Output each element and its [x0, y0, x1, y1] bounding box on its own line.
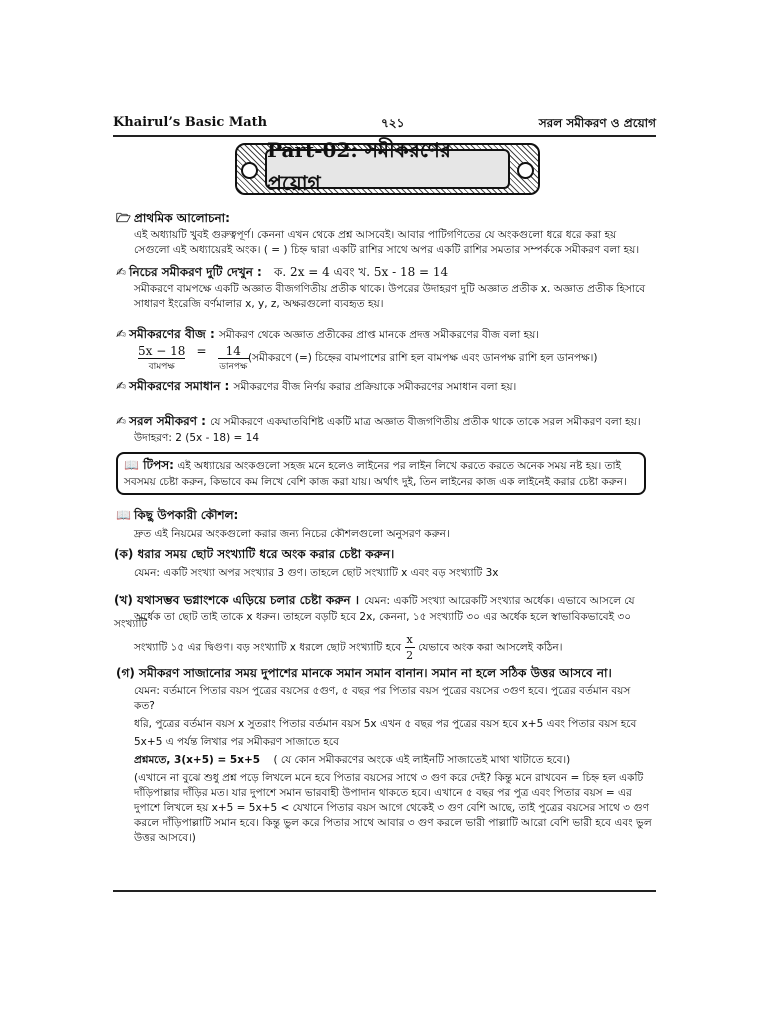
intro-line-2: সেগুলো এই অধ্যায়েরই অংক। ( = ) চিহ্ন দ্বারা একটি রাশির সাথে অপর একটি রাশির সমতার সম্পর্ককে সমীকরণ বলা হয়।: [134, 244, 640, 256]
ga-line-3: ধরি, পুত্রের বর্তমান বয়স x সুতরাং পিতার বর্তমান বয়স 5x এখন ৫ বছর পর পুত্রের বয়স হবে x+5 এবং পিতার বয়স হবে: [134, 718, 637, 730]
lhs-label: বামপক্ষ: [148, 362, 175, 372]
example-equations: ক. 2x = 4 এবং খ. 5x - 18 = 14: [274, 265, 449, 279]
pen-icon: ✍: [116, 327, 127, 341]
techniques-intro: দ্রুত এই নিয়মের অংকগুলো করার জন্য নিচের কৌশলগুলো অনুসরণ করুন।: [134, 528, 450, 540]
lhs-expression: 5x − 18: [138, 344, 186, 358]
technique-ka-heading: (ক) ধরার সময় ছোট সংখ্যাটি ধরে অংক করার চেষ্টা করুন।: [114, 547, 395, 561]
equations-line-2: সাধারণ ইংরেজি বর্ণমালার x, y, z, অক্ষরগুলো ব্যবহৃত হয়।: [134, 298, 384, 310]
book-title: Khairul’s Basic Math: [113, 115, 268, 130]
root-equation: [138, 344, 249, 374]
pen-icon: ✍: [116, 414, 127, 428]
ga-line-8: দুপাশে লিখলে হয় x+5 = 5x+5 < যেখানে পিতার বয়স আগে থেকেই ৩ গুণ বেশি আছে, তাই পুত্রের বয়সের সাথে ৩ গুণ: [134, 802, 649, 814]
ga-line-1: যেমন: বর্তমানে পিতার বয়স পুত্রের বয়সের ৫গুণ, ৫ বছর পর পিতার বয়স পুত্রের বয়সের ৩গুণ হবে। পুত্রের বর্তমান বয়স: [134, 685, 631, 697]
ga-line-10: উত্তর আসবে।): [134, 832, 196, 844]
folder-icon: 🗁: [116, 211, 131, 225]
technique-kha-line-2: অর্ধেক তা ছোট তাই তাকে x ধরুন। তাহলে বড়টি হবে 2x, কেননা, ১৫ সংখ্যাটি ৩০ এর অর্ধেক হলে স্বাভাবিকভাবেই ৩০: [134, 611, 632, 623]
banner-right-ring-icon: [517, 162, 534, 179]
page-header: [113, 113, 656, 137]
ga-line-7: দাঁড়িপাল্লার দাঁড়ির মত। যার দুপাশে সমান ভারবাহী উপাদান থাকতে হবে। এখানে ৫ বছর পর পুত্র এবং পিতার বয়স = এর: [134, 787, 632, 799]
book-icon: 📖: [124, 458, 144, 472]
intro-line-1: এই অধ্যায়টি খুবই গুরুত্বপূর্ণ। কেননা এখন থেকে প্রশ্ন আসবেই। আবার পাটিগণিতের যে অংকগুলো ধরে ধরে করা হয়: [134, 229, 617, 241]
intro-text: [134, 228, 664, 258]
technique-ka-example: যেমন: একটি সংখ্যা অপর সংখ্যার 3 গুণ। তাহলে ছোট সংখ্যাটি x এবং বড় সংখ্যাটি 3x: [134, 567, 499, 579]
technique-kha-heading: (খ) যথাসম্ভব ভগ্নাংশকে এড়িয়ে চলার চেষ্টা করুন ।: [114, 593, 360, 607]
section-intro-heading: 🗁 প্রাথমিক আলোচনা:: [116, 209, 230, 230]
pen-icon: ✍: [116, 265, 127, 279]
rhs-label: ডানপক্ষ: [219, 362, 248, 372]
linear-example: উদাহরণ: 2 (5x - 18) = 14: [134, 432, 260, 444]
technique-kha-line-1: যেমন: একটি সংখ্যা আরেকটি সংখ্যার অর্ধেক। এভাবে আসলে যে সংখ্যাটি: [114, 595, 635, 630]
section-linear-heading: ✍ সরল সমীকরণ : যে সমীকরণে একঘাতবিশিষ্ট একটি মাত্র অজ্ঞাত বীজগণিতীয় প্রতীক থাকে তাকে সরল সমীকরণ বলা হয়।: [116, 414, 641, 428]
equations-text: [134, 282, 664, 312]
tips-heading: টিপস:: [143, 458, 174, 472]
ga-line-2: কত?: [134, 700, 155, 712]
footer-divider: [113, 890, 656, 892]
equations-line-1: সমীকরণে বামপক্ষে একটি অজ্ঞাত বীজগণিতীয় প্রতীক থাকে। উপরের উদাহরণ দুটি অজ্ঞাত প্রতীক x. অজ্ঞাত প্রতীক হিসাবে: [134, 283, 646, 295]
banner-left-ring-icon: [241, 162, 258, 179]
technique-ga-body: [134, 684, 664, 846]
linear-definition: যে সমীকরণে একঘাতবিশিষ্ট একটি মাত্র অজ্ঞাত বীজগণিতীয় প্রতীক থাকে তাকে সরল সমীকরণ বলা হয়।: [210, 416, 641, 428]
equals-sign: =: [196, 344, 207, 358]
section-equations-heading: ✍ নিচের সমীকরণ দুটি দেখুন : ক. 2x = 4 এবং খ. 5x - 18 = 14: [116, 265, 449, 279]
ga-line-9: করলে দাঁড়িপাল্লাটি সমান হবে। কিন্তু ভুল করে পিতার সাথে আবার ৩ গুণ করলে ভারী পাল্লাটি আরো বেশি ভারী হবে এবং ভুল: [134, 817, 652, 829]
technique-ga-heading: (গ) সমীকরণ সাজানোর সময় দুপাশের মানকে সমান সমান বানান। সমান না হলে সঠিক উত্তর আসবে না।: [116, 666, 612, 680]
rhs-expression: 14: [218, 344, 249, 359]
tips-box: [116, 452, 646, 495]
ga-line-4: 5x+5 এ পর্যন্ত লিখার পর সমীকরণ সাজাতে হবে: [134, 736, 339, 748]
root-definition: সমীকরণ থেকে অজ্ঞাত প্রতীকের প্রাপ্ত মানকে প্রদত্ত সমীকরণের বীজ বলা হয়।: [218, 329, 540, 341]
fraction-x-over-2: $\frac{x}{2}$: [406, 633, 414, 662]
part-banner: [235, 138, 540, 195]
root-note: (সমীকরণে (=) চিহ্নের বামপাশের রাশি হল বামপক্ষ এবং ডানপক্ষ রাশি হল ডানপক্ষ।): [248, 352, 598, 364]
ga-line-5: প্রশ্নমতে, 3(x+5) = 5x+5 ( যে কোন সমীকরণের অংকে এই লাইনটি সাজাতেই মাথা খাটাতে হবে।): [134, 754, 571, 766]
pen-icon: ✍: [116, 379, 127, 393]
section-solution-heading: ✍ সমীকরণের সমাধান : সমীকরণের বীজ নির্ণয় করার প্রক্রিয়াকে সমীকরণের সমাধান বলা হয়।: [116, 379, 517, 393]
chapter-title: সরল সমীকরণ ও প্রয়োগ: [538, 116, 656, 130]
technique-kha-line-3: সংখ্যাটি ১৫ এর দ্বিগুণ। বড় সংখ্যাটি x ধরলে ছোট সংখ্যাটি হবে $\frac{x}{2}$ যেভাবে অংক করা আসলেই কঠিন।: [134, 633, 563, 662]
tips-line-2: সবসময় চেষ্টা করুন, কিভাবে কম লিখে বেশি কাজ করা যায়। অর্থাৎ দুই, তিন লাইনের কাজ এক লাইনেই করার চেষ্টা করুন।: [124, 476, 627, 488]
banner-title: Part-02: সমীকরণের প্রয়োগ: [265, 149, 510, 189]
section-techniques-heading: 📖 কিছু উপকারী কৌশল:: [116, 508, 239, 522]
ga-line-6: (এখানে না বুঝে শুধু প্রশ্ন পড়ে লিখলে মনে হবে পিতার বয়সের সাথে ৩ গুণ করে দেই? কিন্তু মনে রাখবেন = চিহ্ন হল একটি: [134, 772, 644, 784]
page-number: ৭২১: [381, 116, 405, 130]
book-icon: 📖: [116, 508, 131, 522]
tips-line-1: এই অধ্যায়ের অংকগুলো সহজ মনে হলেও লাইনের পর লাইন লিখে করতে করতে অনেক সময় নষ্ট হয়। তাই: [177, 460, 621, 472]
solution-definition: সমীকরণের বীজ নির্ণয় করার প্রক্রিয়াকে সমীকরণের সমাধান বলা হয়।: [233, 381, 517, 393]
section-root-heading: ✍ সমীকরণের বীজ : সমীকরণ থেকে অজ্ঞাত প্রতীকের প্রাপ্ত মানকে প্রদত্ত সমীকরণের বীজ বলা হয়।: [116, 327, 540, 341]
